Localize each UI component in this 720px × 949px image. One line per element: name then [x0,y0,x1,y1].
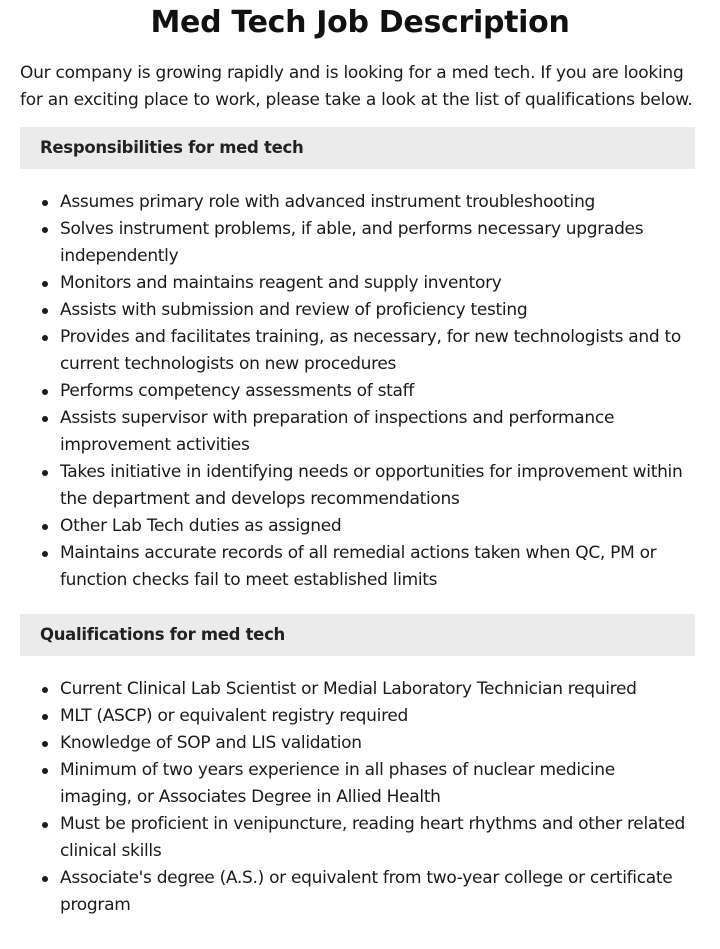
list-item: MLT (ASCP) or equivalent registry required [60,703,690,730]
qualifications-list [20,676,690,919]
list-item: Minimum of two years experience in all phases of nuclear medicine imaging, or Associates Degree in Allied Health [60,757,690,811]
list-item: Maintains accurate records of all remedial actions taken when QC, PM or function checks fail to meet established limits [60,540,690,594]
qualifications-heading: Qualifications for med tech [20,614,695,656]
list-item: Takes initiative in identifying needs or opportunities for improvement within the department and develops recommendations [60,459,690,513]
list-item: Current Clinical Lab Scientist or Medial Laboratory Technician required [60,676,690,703]
list-item: Assumes primary role with advanced instrument troubleshooting [60,189,690,216]
list-item: Associate's degree (A.S.) or equivalent from two-year college or certificate program [60,865,690,919]
responsibilities-heading: Responsibilities for med tech [20,127,695,169]
list-item: Monitors and maintains reagent and supply inventory [60,270,690,297]
list-item: Must be proficient in venipuncture, reading heart rhythms and other related clinical skills [60,811,690,865]
list-item: Assists with submission and review of proficiency testing [60,297,690,324]
list-item: Performs competency assessments of staff [60,378,690,405]
list-item: Other Lab Tech duties as assigned [60,513,690,540]
responsibilities-list [20,189,690,594]
list-item: Knowledge of SOP and LIS validation [60,730,690,757]
list-item: Assists supervisor with preparation of inspections and performance improvement activities [60,405,690,459]
intro-paragraph: Our company is growing rapidly and is looking for a med tech. If you are looking for an exciting place to work, please take a look at the list of qualifications below. [20,63,693,110]
list-item: Solves instrument problems, if able, and performs necessary upgrades independently [60,216,690,270]
list-item: Provides and facilitates training, as necessary, for new technologists and to current technologists on new procedures [60,324,690,378]
page-title: Med Tech Job Description [150,5,570,40]
